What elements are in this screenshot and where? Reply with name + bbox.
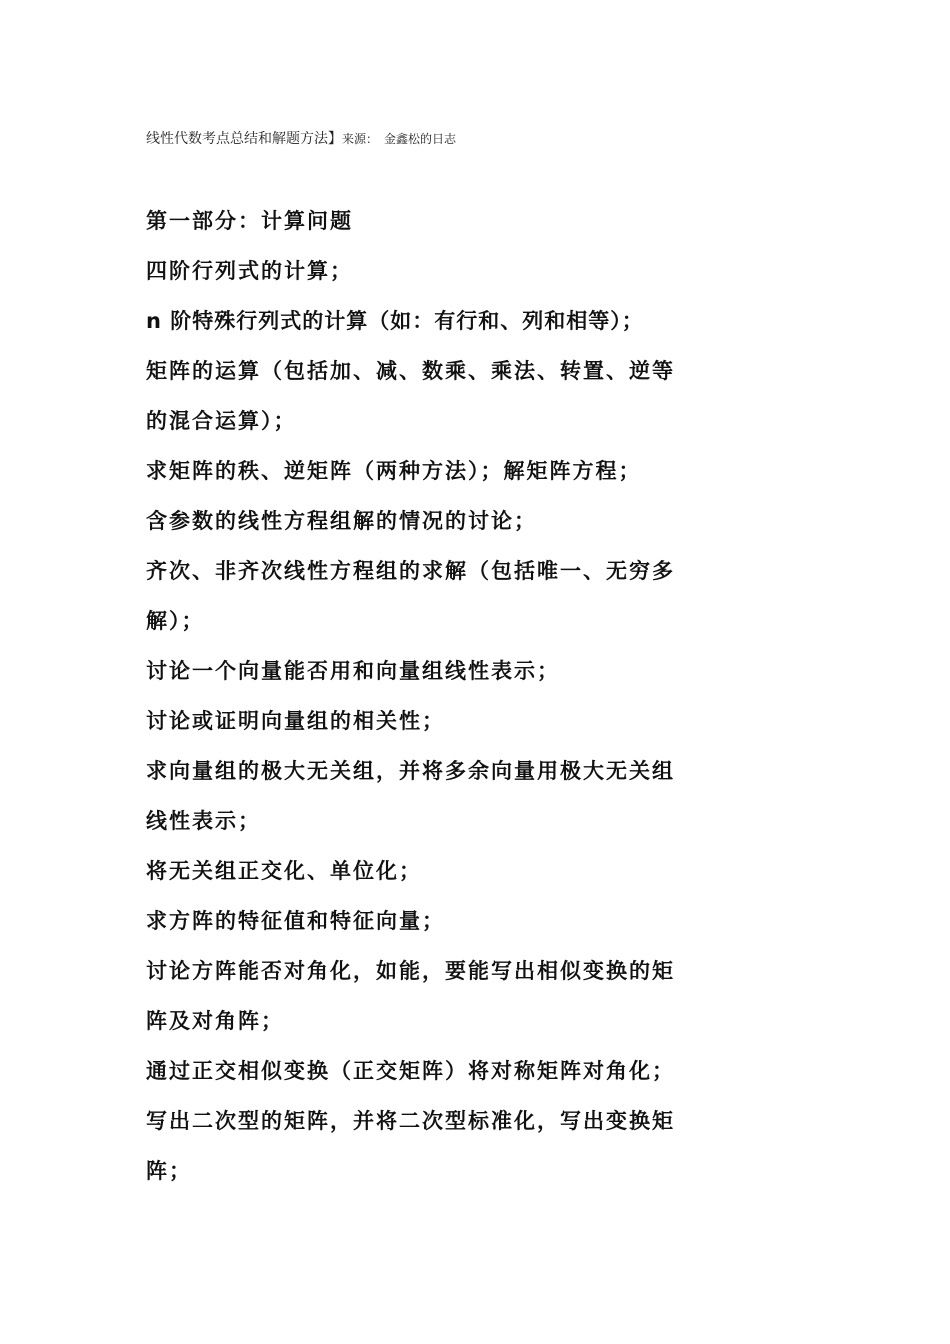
section-heading: 第一部分：计算问题 [146,209,353,233]
text-line: 求方阵的特征值和特征向量； [146,909,445,933]
text-line: 讨论方阵能否对角化，如能，要能写出相似变换的矩 [146,959,675,983]
text-line: 矩阵的运算（包括加、减、数乘、乘法、转置、逆等 [146,359,675,383]
text-line: 的混合运算）； [146,409,297,433]
text-line: 将无关组正交化、单位化； [146,859,422,883]
text-line: 求矩阵的秩、逆矩阵（两种方法）；解矩阵方程； [146,459,642,483]
text-line: 讨论或证明向量组的相关性； [146,709,445,733]
text-line: n 阶特殊行列式的计算（如：有行和、列和相等）； [146,309,644,333]
text-line: 齐次、非齐次线性方程组的求解（包括唯一、无穷多 [146,559,675,583]
text-line: 讨论一个向量能否用和向量组线性表示； [146,659,560,683]
text-line: 含参数的线性方程组解的情况的讨论； [146,509,537,533]
text-line: 写出二次型的矩阵，并将二次型标准化，写出变换矩 [146,1109,675,1133]
document-body [146,196,811,1196]
text-line: 四阶行列式的计算； [146,259,353,283]
text-line: 阵； [146,1159,192,1183]
header-source-label: 来源： [342,132,379,146]
text-line: 阵及对角阵； [146,1009,284,1033]
text-line: 通过正交相似变换（正交矩阵）将对称矩阵对角化； [146,1059,675,1083]
text-line: 线性表示； [146,809,261,833]
header-author: 金鑫松的日志 [384,132,457,146]
text-line: 解）； [146,609,205,633]
text-line: 求向量组的极大无关组，并将多余向量用极大无关组 [146,759,675,783]
document-header [146,128,456,148]
header-title: 线性代数考点总结和解题方法】 [146,131,342,147]
